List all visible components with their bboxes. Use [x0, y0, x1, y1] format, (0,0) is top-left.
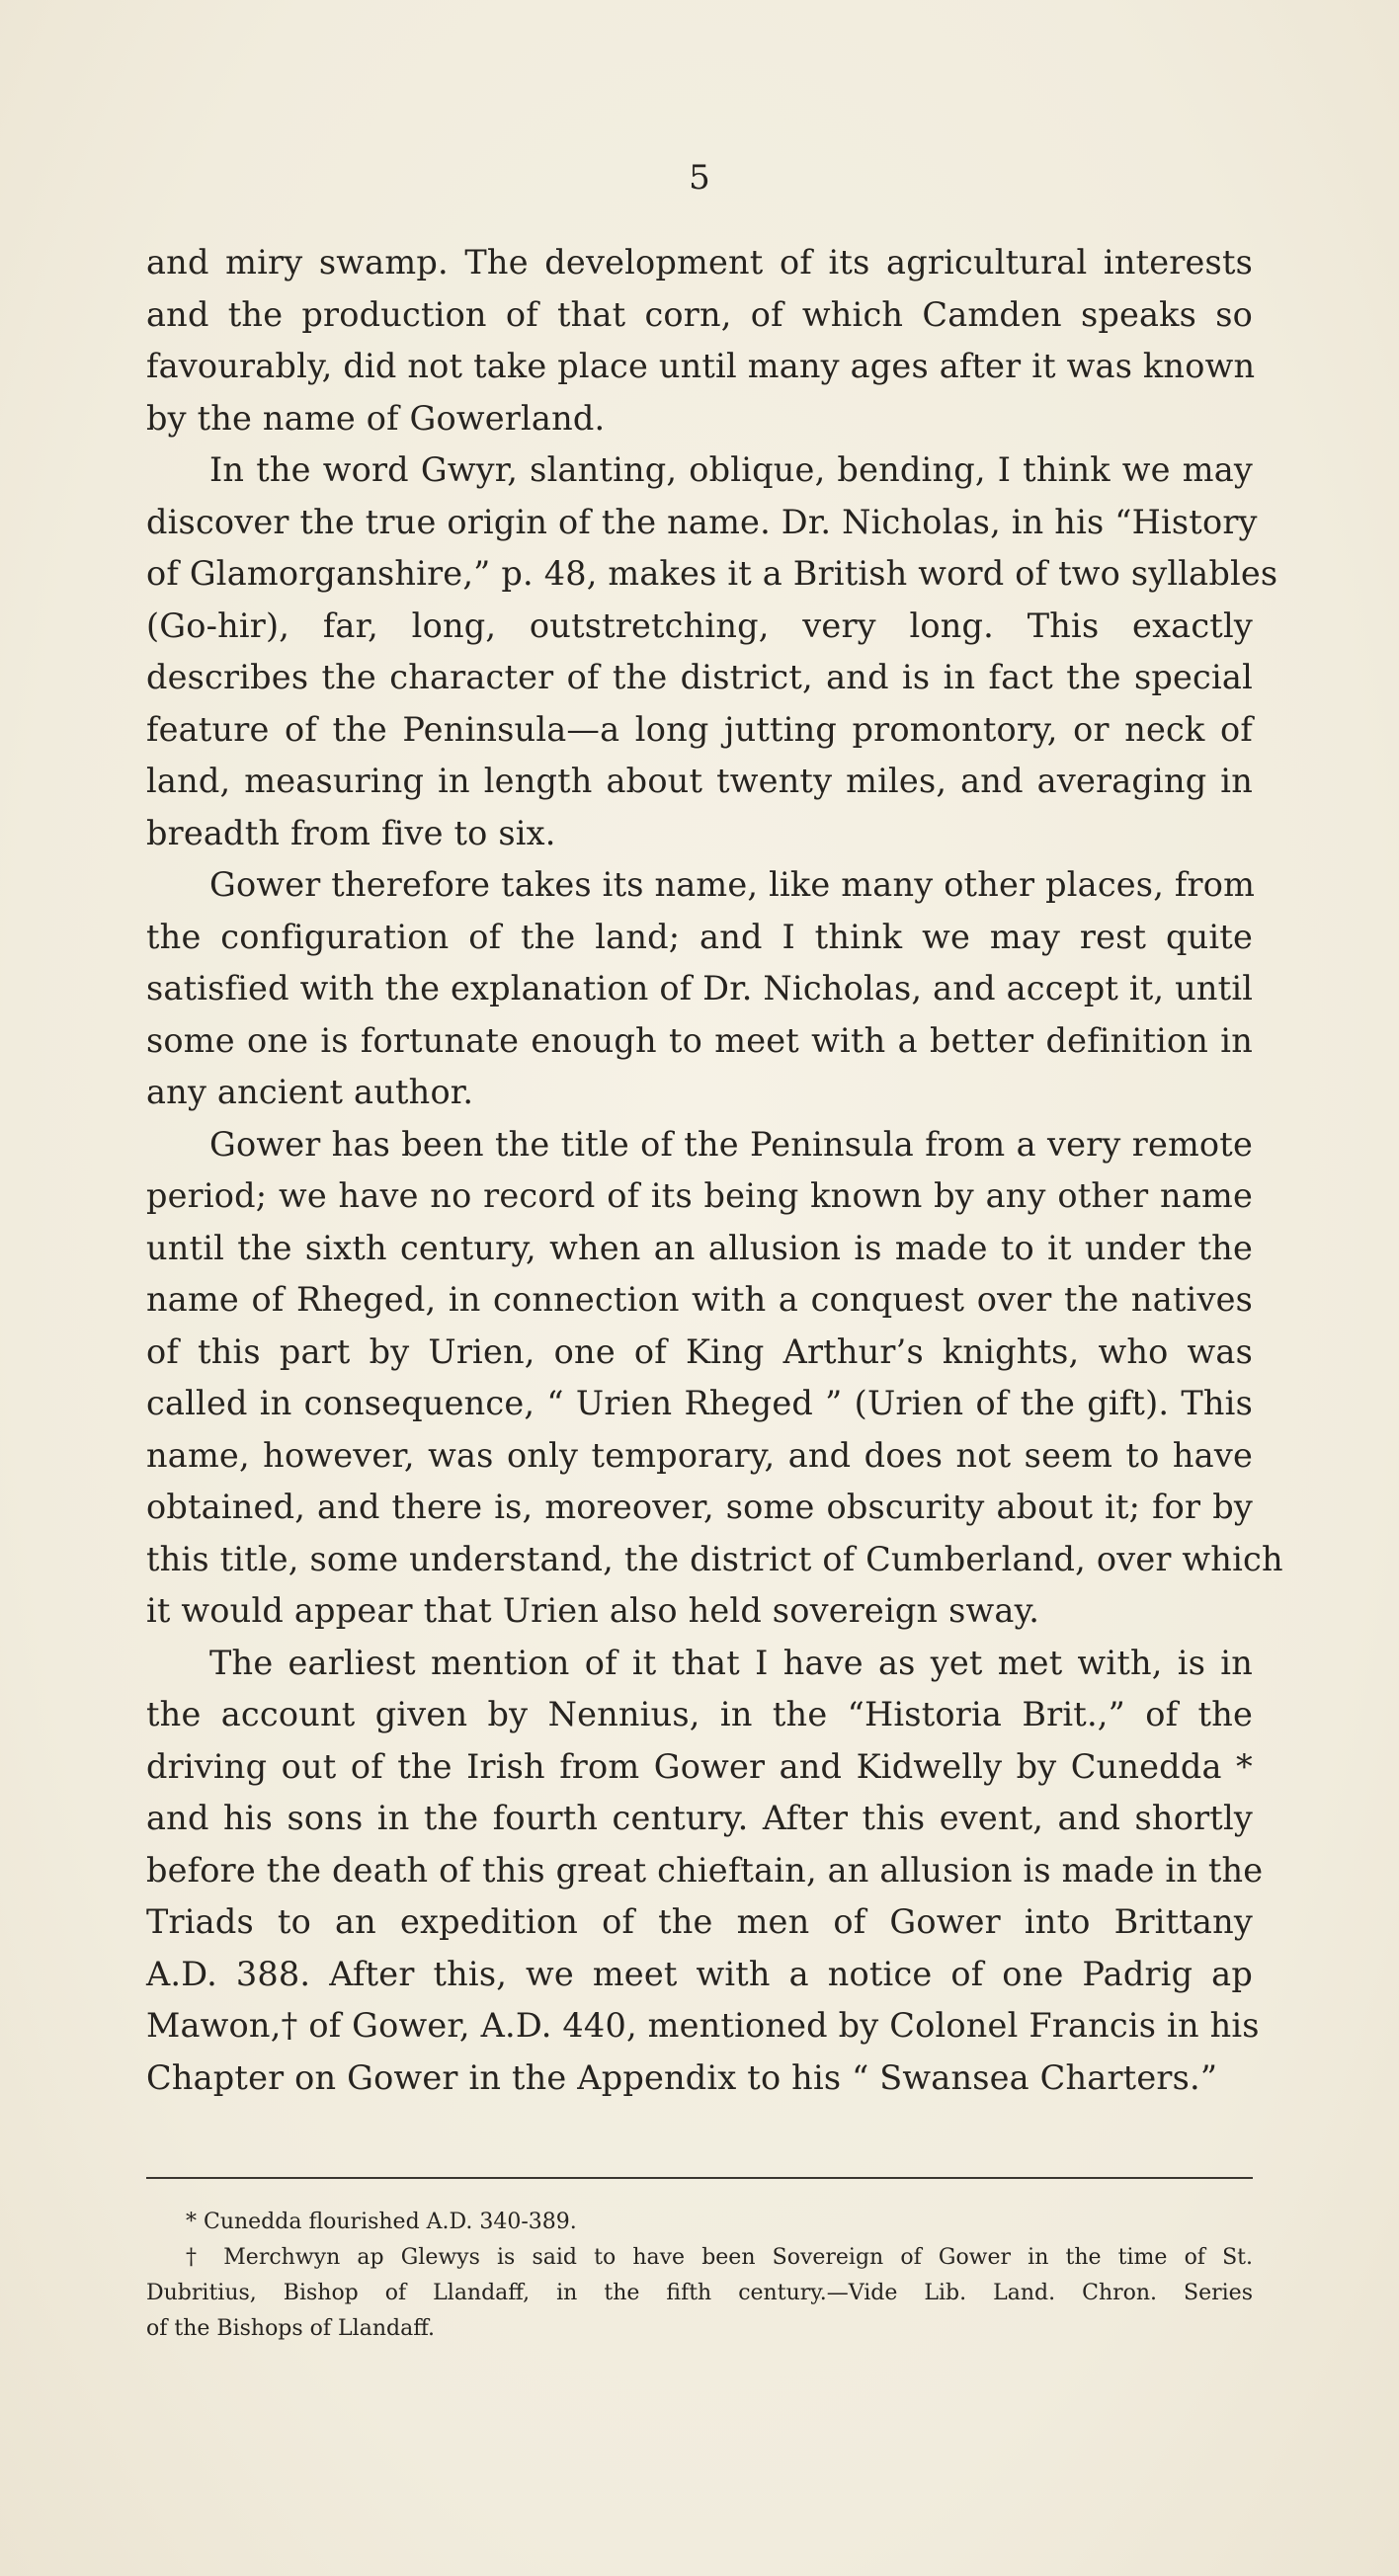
body-line: breadth from five to six. — [146, 813, 556, 852]
body-line: any ancient author. — [146, 1073, 474, 1111]
body-line: and his sons in the fourth century. After this event, and shortly — [146, 1799, 1253, 1837]
body-line: name, however, was only temporary, and does not seem to have — [146, 1435, 1253, 1475]
body-line: A.D. 388. After this, we meet with a notice of one Padrig ap — [146, 1954, 1253, 1993]
footnote-line: Dubritius, Bishop of Llandaff, in the fifth century.—Vide Lib. Land. Chron. Series — [146, 2281, 1253, 2305]
footnote-line: * Cunedda flourished A.D. 340-389. — [186, 2210, 577, 2234]
page-number: 5 — [689, 158, 710, 198]
body-line: of this part by Urien, one of King Arthur’s knights, who was — [146, 1331, 1253, 1371]
body-line: some one is fortunate enough to meet with a better definition in — [146, 1020, 1253, 1060]
body-line: The earliest mention of it that I have as yet met with, is in — [209, 1643, 1253, 1682]
body-line: driving out of the Irish from Gower and Kidwelly by Cunedda * — [146, 1746, 1253, 1786]
footnote-line: of the Bishops of Llandaff. — [146, 2316, 436, 2341]
body-line: obtained, and there is, moreover, some obscurity about it; for by — [146, 1488, 1253, 1526]
body-line: by the name of Gowerland. — [146, 398, 606, 438]
body-line: this title, some understand, the district of Cumberland, over which — [146, 1539, 1283, 1578]
footnotes — [146, 2205, 1253, 2347]
footnote-divider — [146, 2177, 1253, 2179]
body-line: and miry swamp. The development of its agricultural interests — [146, 243, 1253, 282]
body-line: satisfied with the explanation of Dr. Nicholas, and accept it, until — [146, 969, 1254, 1007]
body-line: before the death of this great chieftain, an allusion is made in the — [146, 1850, 1264, 1890]
body-line: In the word Gwyr, slanting, oblique, bending, I think we may — [209, 450, 1253, 489]
body-line: favourably, did not take place until many ages after it was known — [146, 347, 1256, 385]
body-line: Gower therefore takes its name, like many other places, from — [209, 865, 1256, 904]
body-line: until the sixth century, when an allusion is made to it under the — [146, 1228, 1253, 1267]
footnote-line: † Merchwyn ap Glewys is said to have been Sovereign of Gower in the time of St. — [186, 2245, 1253, 2270]
body-line: the configuration of the land; and I think we may rest quite — [146, 917, 1253, 956]
body-line: (Go-hir), far, long, outstretching, very long. This exactly — [146, 605, 1253, 645]
body-line: Triads to an expedition of the men of Gower into Brittany — [146, 1902, 1253, 1941]
body-line: it would appear that Urien also held sovereign sway. — [146, 1591, 1040, 1630]
body-line: discover the true origin of the name. Dr. Nicholas, in his “History — [146, 502, 1258, 541]
body-text — [146, 237, 1283, 2104]
body-line: the account given by Nennius, in the “Historia Brit.,” of the — [146, 1695, 1253, 1733]
body-line: called in consequence, “ Urien Rheged ” (Urien of the gift). This — [146, 1384, 1253, 1422]
body-line: name of Rheged, in connection with a conquest over the natives — [146, 1280, 1253, 1319]
body-line: feature of the Peninsula—a long jutting promontory, or neck of — [146, 709, 1253, 749]
body-line: Chapter on Gower in the Appendix to his “ Swansea Charters.” — [146, 2057, 1218, 2097]
body-line: period; we have no record of its being known by any other name — [146, 1176, 1253, 1215]
body-line: Gower has been the title of the Peninsula from a very remote — [209, 1124, 1253, 1164]
body-line: of Glamorganshire,” p. 48, makes it a British word of two syllables — [146, 554, 1278, 593]
body-line: and the production of that corn, of which Camden speaks so — [146, 294, 1253, 334]
body-line: land, measuring in length about twenty miles, and averaging in — [146, 762, 1253, 800]
body-line: Mawon,† of Gower, A.D. 440, mentioned by Colonel Francis in his — [146, 2006, 1260, 2045]
body-line: describes the character of the district, and is in fact the special — [146, 658, 1253, 696]
